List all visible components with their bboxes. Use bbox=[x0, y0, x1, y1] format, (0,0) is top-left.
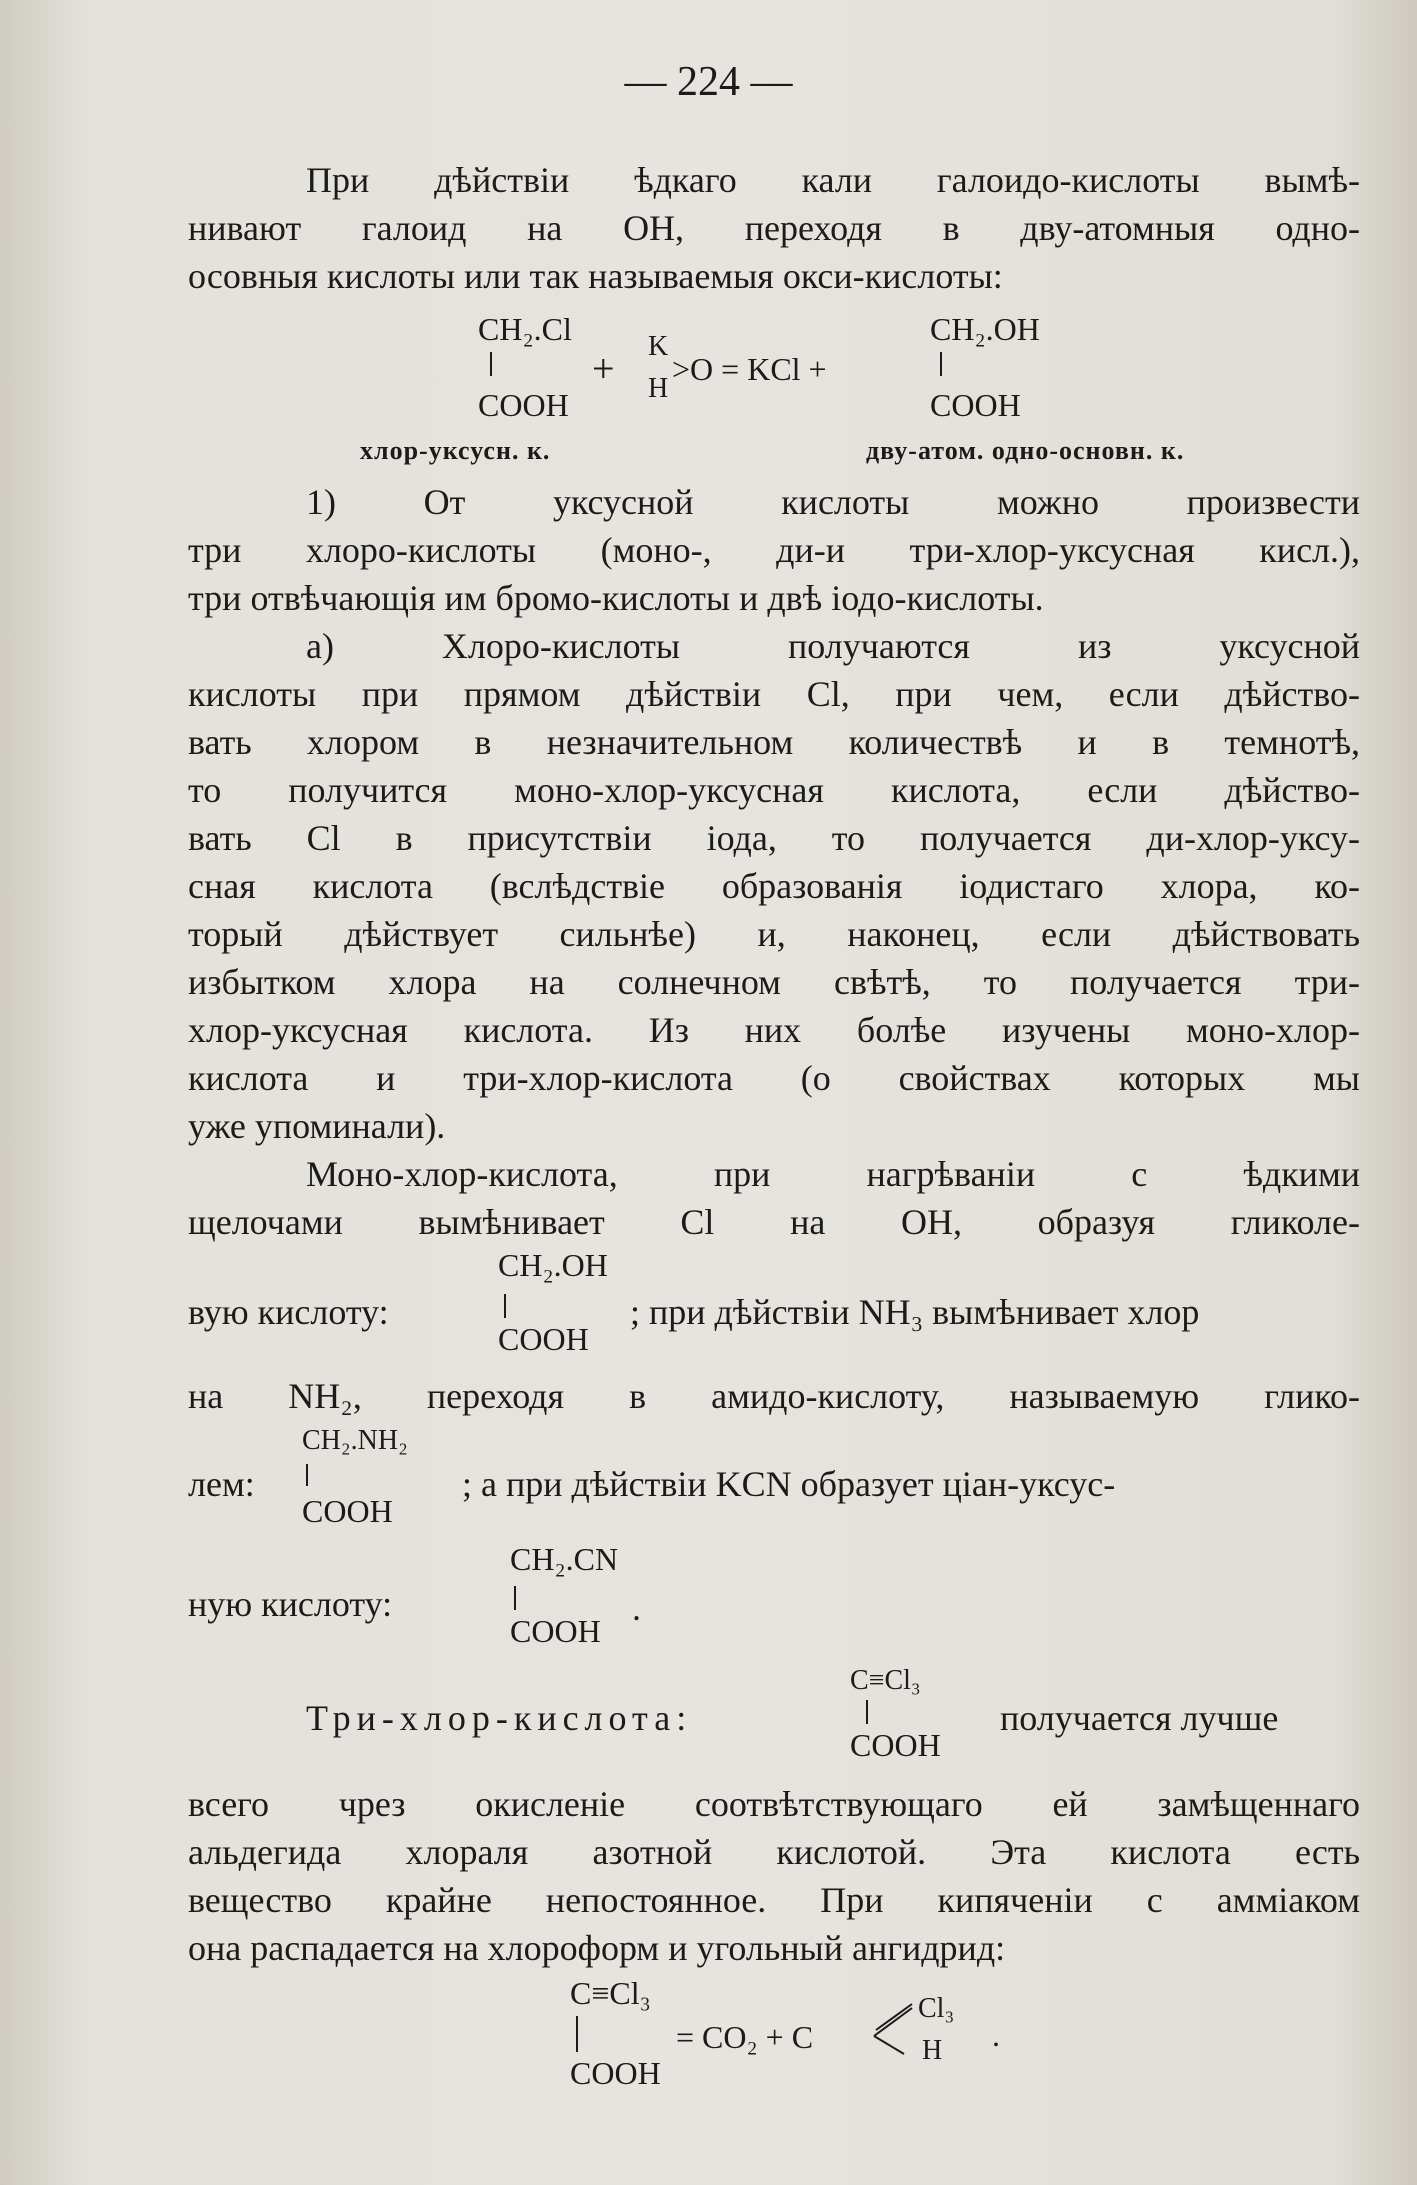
mono-line3-b: ; при дѣйствіи NH₃ вымѣнивает хлор bbox=[630, 1292, 1200, 1332]
carbon-bonds-icon bbox=[872, 2000, 916, 2060]
tri-line: она распадается на хлороформ и угольный ангидрид: bbox=[188, 1928, 1006, 1968]
tri-paragraph bbox=[188, 1780, 1360, 1972]
mono-paragraph bbox=[188, 1150, 1360, 1246]
intro-paragraph bbox=[188, 156, 1360, 300]
final-formula-top: C≡Cl₃ bbox=[570, 1975, 651, 2011]
formula1-left-bottom: COOH bbox=[478, 387, 569, 423]
final-formula-h: H bbox=[922, 2035, 943, 2066]
section1-line: три хлоро-кислоты (моно-, ди-и три-хлор-уксусная кисл.), bbox=[188, 530, 1360, 570]
formula1-h: H bbox=[648, 373, 669, 404]
cyanoacetic-formula-top: CH₂.CN bbox=[510, 1541, 619, 1577]
formula1-right-top: CH₂.OH bbox=[930, 311, 1040, 347]
formula1-left-top: CH₂.Cl bbox=[478, 311, 572, 347]
tri-line: вещество крайне непостоянное. При кипяченіи с амміаком bbox=[188, 1880, 1360, 1920]
section-a-line: уже упоминали). bbox=[188, 1106, 446, 1146]
tri-line: всего чрез окисленіе соотвѣтствующаго ей замѣщеннаго bbox=[188, 1784, 1360, 1824]
trichloro-formula-top: C≡Cl₃ bbox=[850, 1665, 921, 1696]
intro-line: нивают галоид на OH, переходя в дву-атомныя одно- bbox=[188, 208, 1360, 248]
section-a-line: вать хлором в незначительном количествѣ и в темнотѣ, bbox=[188, 722, 1360, 762]
cyanoacetic-formula-bond bbox=[514, 1586, 516, 1610]
section-a-line: торый дѣйствует сильнѣе) и, наконец, если дѣйствовать bbox=[188, 914, 1360, 954]
final-formula-bond bbox=[576, 2016, 578, 2052]
section-a-line: сная кислота (вслѣдствіе образованія іодистаго хлора, ко- bbox=[188, 866, 1360, 906]
tri-line1-b: получается лучше bbox=[1000, 1698, 1279, 1738]
trichloro-formula-bond bbox=[866, 1700, 868, 1724]
section-a-line: хлор-уксусная кислота. Из них болѣе изучены моно-хлор- bbox=[188, 1010, 1360, 1050]
mono-line5-a: лем: bbox=[188, 1464, 255, 1504]
final-formula-cl3: Cl₃ bbox=[918, 1993, 955, 2024]
tri-line: альдегида хлораля азотной кислотой. Эта кислота есть bbox=[188, 1832, 1360, 1872]
glycocoll-formula-bottom: COOH bbox=[302, 1493, 393, 1529]
mono-line: Моно-хлор-кислота, при нагрѣваніи с ѣдкими bbox=[306, 1154, 1360, 1194]
section-a-line: избытком хлора на солнечном свѣтѣ, то получается три- bbox=[188, 962, 1360, 1002]
formula1-plus: + bbox=[592, 346, 615, 391]
formula1-k: K bbox=[648, 331, 669, 362]
section-a-line: а) Хлоро-кислоты получаются из уксусной bbox=[306, 626, 1360, 666]
section-a-line: кислота и три-хлор-кислота (о свойствах которых мы bbox=[188, 1058, 1360, 1098]
glycocoll-formula-top: CH₂.NH₂ bbox=[302, 1425, 408, 1456]
final-formula-end: . bbox=[992, 2017, 1000, 2053]
glycolic-formula-bottom: COOH bbox=[498, 1321, 589, 1357]
section1-paragraph bbox=[188, 478, 1360, 622]
section1-line: три отвѣчающія им бромо-кислоты и двѣ іодо-кислоты. bbox=[188, 578, 1044, 618]
section-a-paragraph bbox=[188, 622, 1360, 1150]
final-formula-bottom: COOH bbox=[570, 2055, 661, 2091]
formula1-caption-right: дву-атом. одно-основн. к. bbox=[866, 436, 1185, 465]
glycocoll-formula-bond bbox=[306, 1464, 308, 1486]
formula1-reaction: >O = KCl + bbox=[672, 351, 827, 387]
formula1-right-bottom: COOH bbox=[930, 387, 1021, 423]
intro-line: осовныя кислоты или так называемыя окси-кислоты: bbox=[188, 256, 1003, 296]
glycolic-formula-top: CH₂.OH bbox=[498, 1247, 608, 1283]
trichloro-formula-bottom: COOH bbox=[850, 1727, 941, 1763]
mono-line3-a: вую кислоту: bbox=[188, 1292, 389, 1332]
mono-line6-b: . bbox=[632, 1588, 641, 1628]
tri-line1-a: Три-хлор-кислота: bbox=[306, 1698, 693, 1738]
mono-line6-a: ную кислоту: bbox=[188, 1584, 393, 1624]
formula1-caption-left: хлор-уксусн. к. bbox=[360, 436, 551, 465]
mono-line4: на NH₂, переходя в амидо-кислоту, называемую глико- bbox=[188, 1376, 1360, 1416]
mono-line5-b: ; а при дѣйствіи KCN образует ціан-уксус- bbox=[462, 1464, 1116, 1504]
final-formula-equation: = CO₂ + C bbox=[676, 2019, 814, 2055]
mono-line: щелочами вымѣнивает Cl на OH, образуя гликоле- bbox=[188, 1202, 1360, 1242]
formula1-right-bond bbox=[940, 352, 942, 376]
section-a-line: вать Cl в присутствіи іода, то получается ди-хлор-уксу- bbox=[188, 818, 1360, 858]
formula1-left-bond bbox=[490, 352, 492, 376]
section-a-line: то получится моно-хлор-уксусная кислота, если дѣйство- bbox=[188, 770, 1360, 810]
page-number: — 224 — bbox=[624, 59, 793, 105]
intro-line: При дѣйствіи ѣдкаго кали галоидо-кислоты вымѣ- bbox=[306, 160, 1360, 200]
cyanoacetic-formula-bottom: COOH bbox=[510, 1613, 601, 1649]
section1-line: 1) От уксусной кислоты можно произвести bbox=[306, 482, 1360, 522]
glycolic-formula-bond bbox=[504, 1294, 506, 1318]
section-a-line: кислоты при прямом дѣйствіи Cl, при чем, если дѣйство- bbox=[188, 674, 1360, 714]
